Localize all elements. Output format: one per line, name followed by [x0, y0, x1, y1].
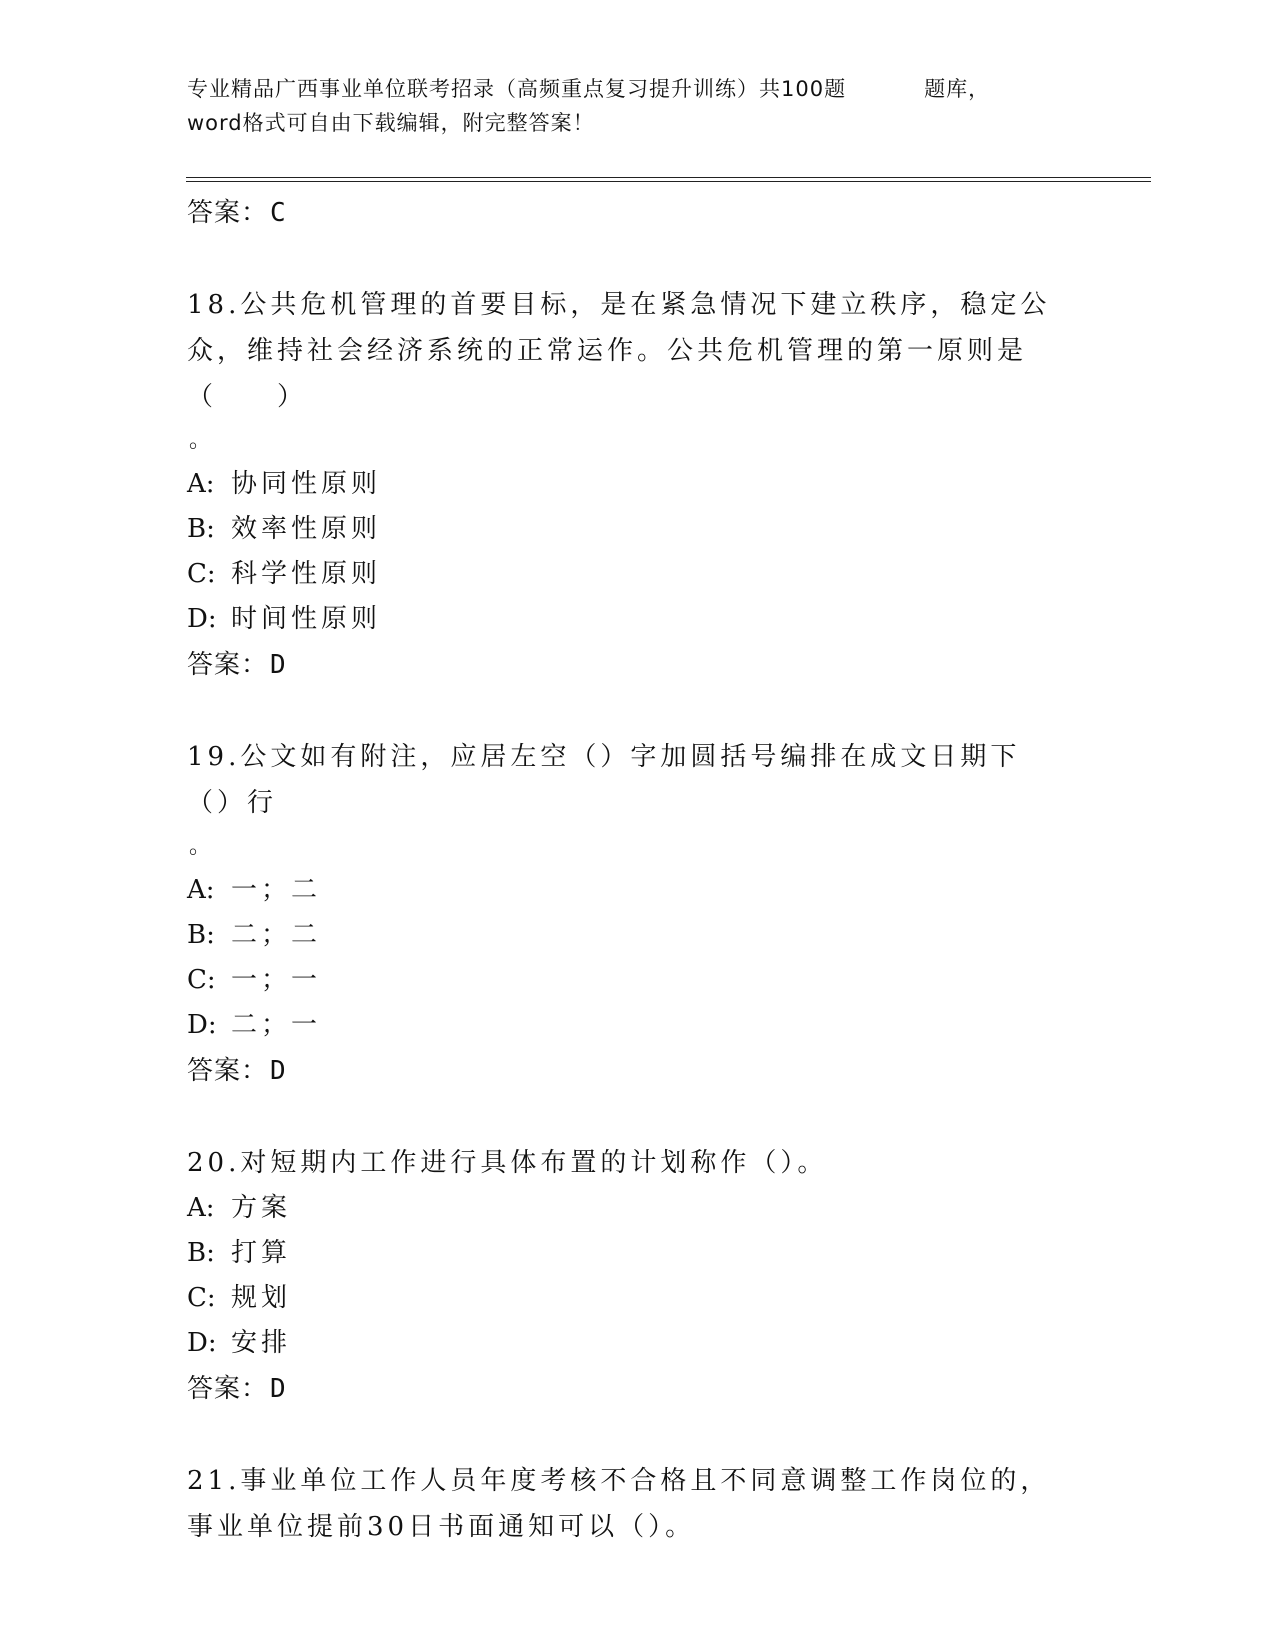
option-key: A: [187, 1193, 215, 1223]
page-header [187, 72, 1087, 140]
option-key: C: [187, 559, 216, 589]
answer-label: 答案： [187, 1056, 269, 1086]
option-key: C: [187, 965, 216, 995]
option-text: 科学性原则 [231, 559, 382, 589]
answer-label: 答案： [187, 1374, 269, 1404]
option-text: 协同性原则 [231, 469, 382, 499]
option-key: B: [187, 1238, 215, 1268]
option-d [187, 597, 1087, 642]
question-18 [187, 282, 1087, 688]
option-key: D: [187, 1010, 217, 1040]
option-d [187, 1321, 1087, 1366]
option-key: B: [187, 920, 215, 950]
answer-value: D [270, 1374, 287, 1404]
question-21 [187, 1458, 1087, 1550]
question-stem: 20.对短期内工作进行具体布置的计划称作（）。 [187, 1148, 828, 1178]
question-stem: 18.公共危机管理的首要目标，是在紧急情况下建立秩序，稳定公众，维持社会经济系统的正常运作。公共危机管理的第一原则是（ ） [187, 290, 1051, 412]
header-title: 专业精品广西事业单位联考招录（高频重点复习提升训练）共100题 [187, 77, 847, 101]
option-b [187, 507, 1087, 552]
option-a [187, 868, 1087, 913]
option-b [187, 1231, 1087, 1276]
answer-line [187, 1048, 1087, 1094]
option-key: A: [187, 469, 215, 499]
option-text: 二；二 [231, 920, 322, 950]
option-text: 一；一 [231, 965, 322, 995]
option-key: D: [187, 1328, 217, 1358]
option-text: 方案 [231, 1193, 292, 1223]
option-key: D: [187, 604, 217, 634]
answer-line [187, 642, 1087, 688]
option-a [187, 462, 1087, 507]
option-text: 时间性原则 [231, 604, 382, 634]
header-divider [186, 177, 1151, 182]
header-subtitle: word格式可自由下载编辑，附完整答案！ [187, 111, 595, 135]
option-text: 效率性原则 [231, 514, 382, 544]
answer-value: D [270, 650, 287, 680]
option-a [187, 1186, 1087, 1231]
option-c [187, 1276, 1087, 1321]
option-text: 一；二 [231, 875, 322, 905]
question-stem-tail: 。 [189, 428, 212, 453]
question-19 [187, 734, 1087, 1094]
option-text: 打算 [231, 1238, 292, 1268]
answer-value: D [270, 1056, 287, 1086]
question-20 [187, 1140, 1087, 1412]
option-key: A: [187, 875, 215, 905]
option-key: C: [187, 1283, 216, 1313]
answer-line [187, 190, 1087, 236]
option-b [187, 913, 1087, 958]
question-stem: 21.事业单位工作人员年度考核不合格且不同意调整工作岗位的，事业单位提前30日书面通知可以（）。 [187, 1466, 1051, 1542]
option-text: 安排 [231, 1328, 292, 1358]
option-c [187, 552, 1087, 597]
option-key: B: [187, 514, 215, 544]
option-text: 规划 [231, 1283, 292, 1313]
option-text: 二；一 [231, 1010, 322, 1040]
answer-label: 答案： [187, 198, 269, 228]
answer-label: 答案： [187, 650, 269, 680]
answer-line [187, 1366, 1087, 1412]
option-d [187, 1003, 1087, 1048]
option-c [187, 958, 1087, 1003]
question-stem: 19.公文如有附注，应居左空（）字加圆括号编排在成文日期下（）行 [187, 742, 1021, 818]
answer-value: C [270, 198, 287, 228]
question-list [187, 190, 1087, 1550]
header-tail: 题库， [924, 77, 991, 101]
question-stem-tail: 。 [189, 834, 212, 859]
